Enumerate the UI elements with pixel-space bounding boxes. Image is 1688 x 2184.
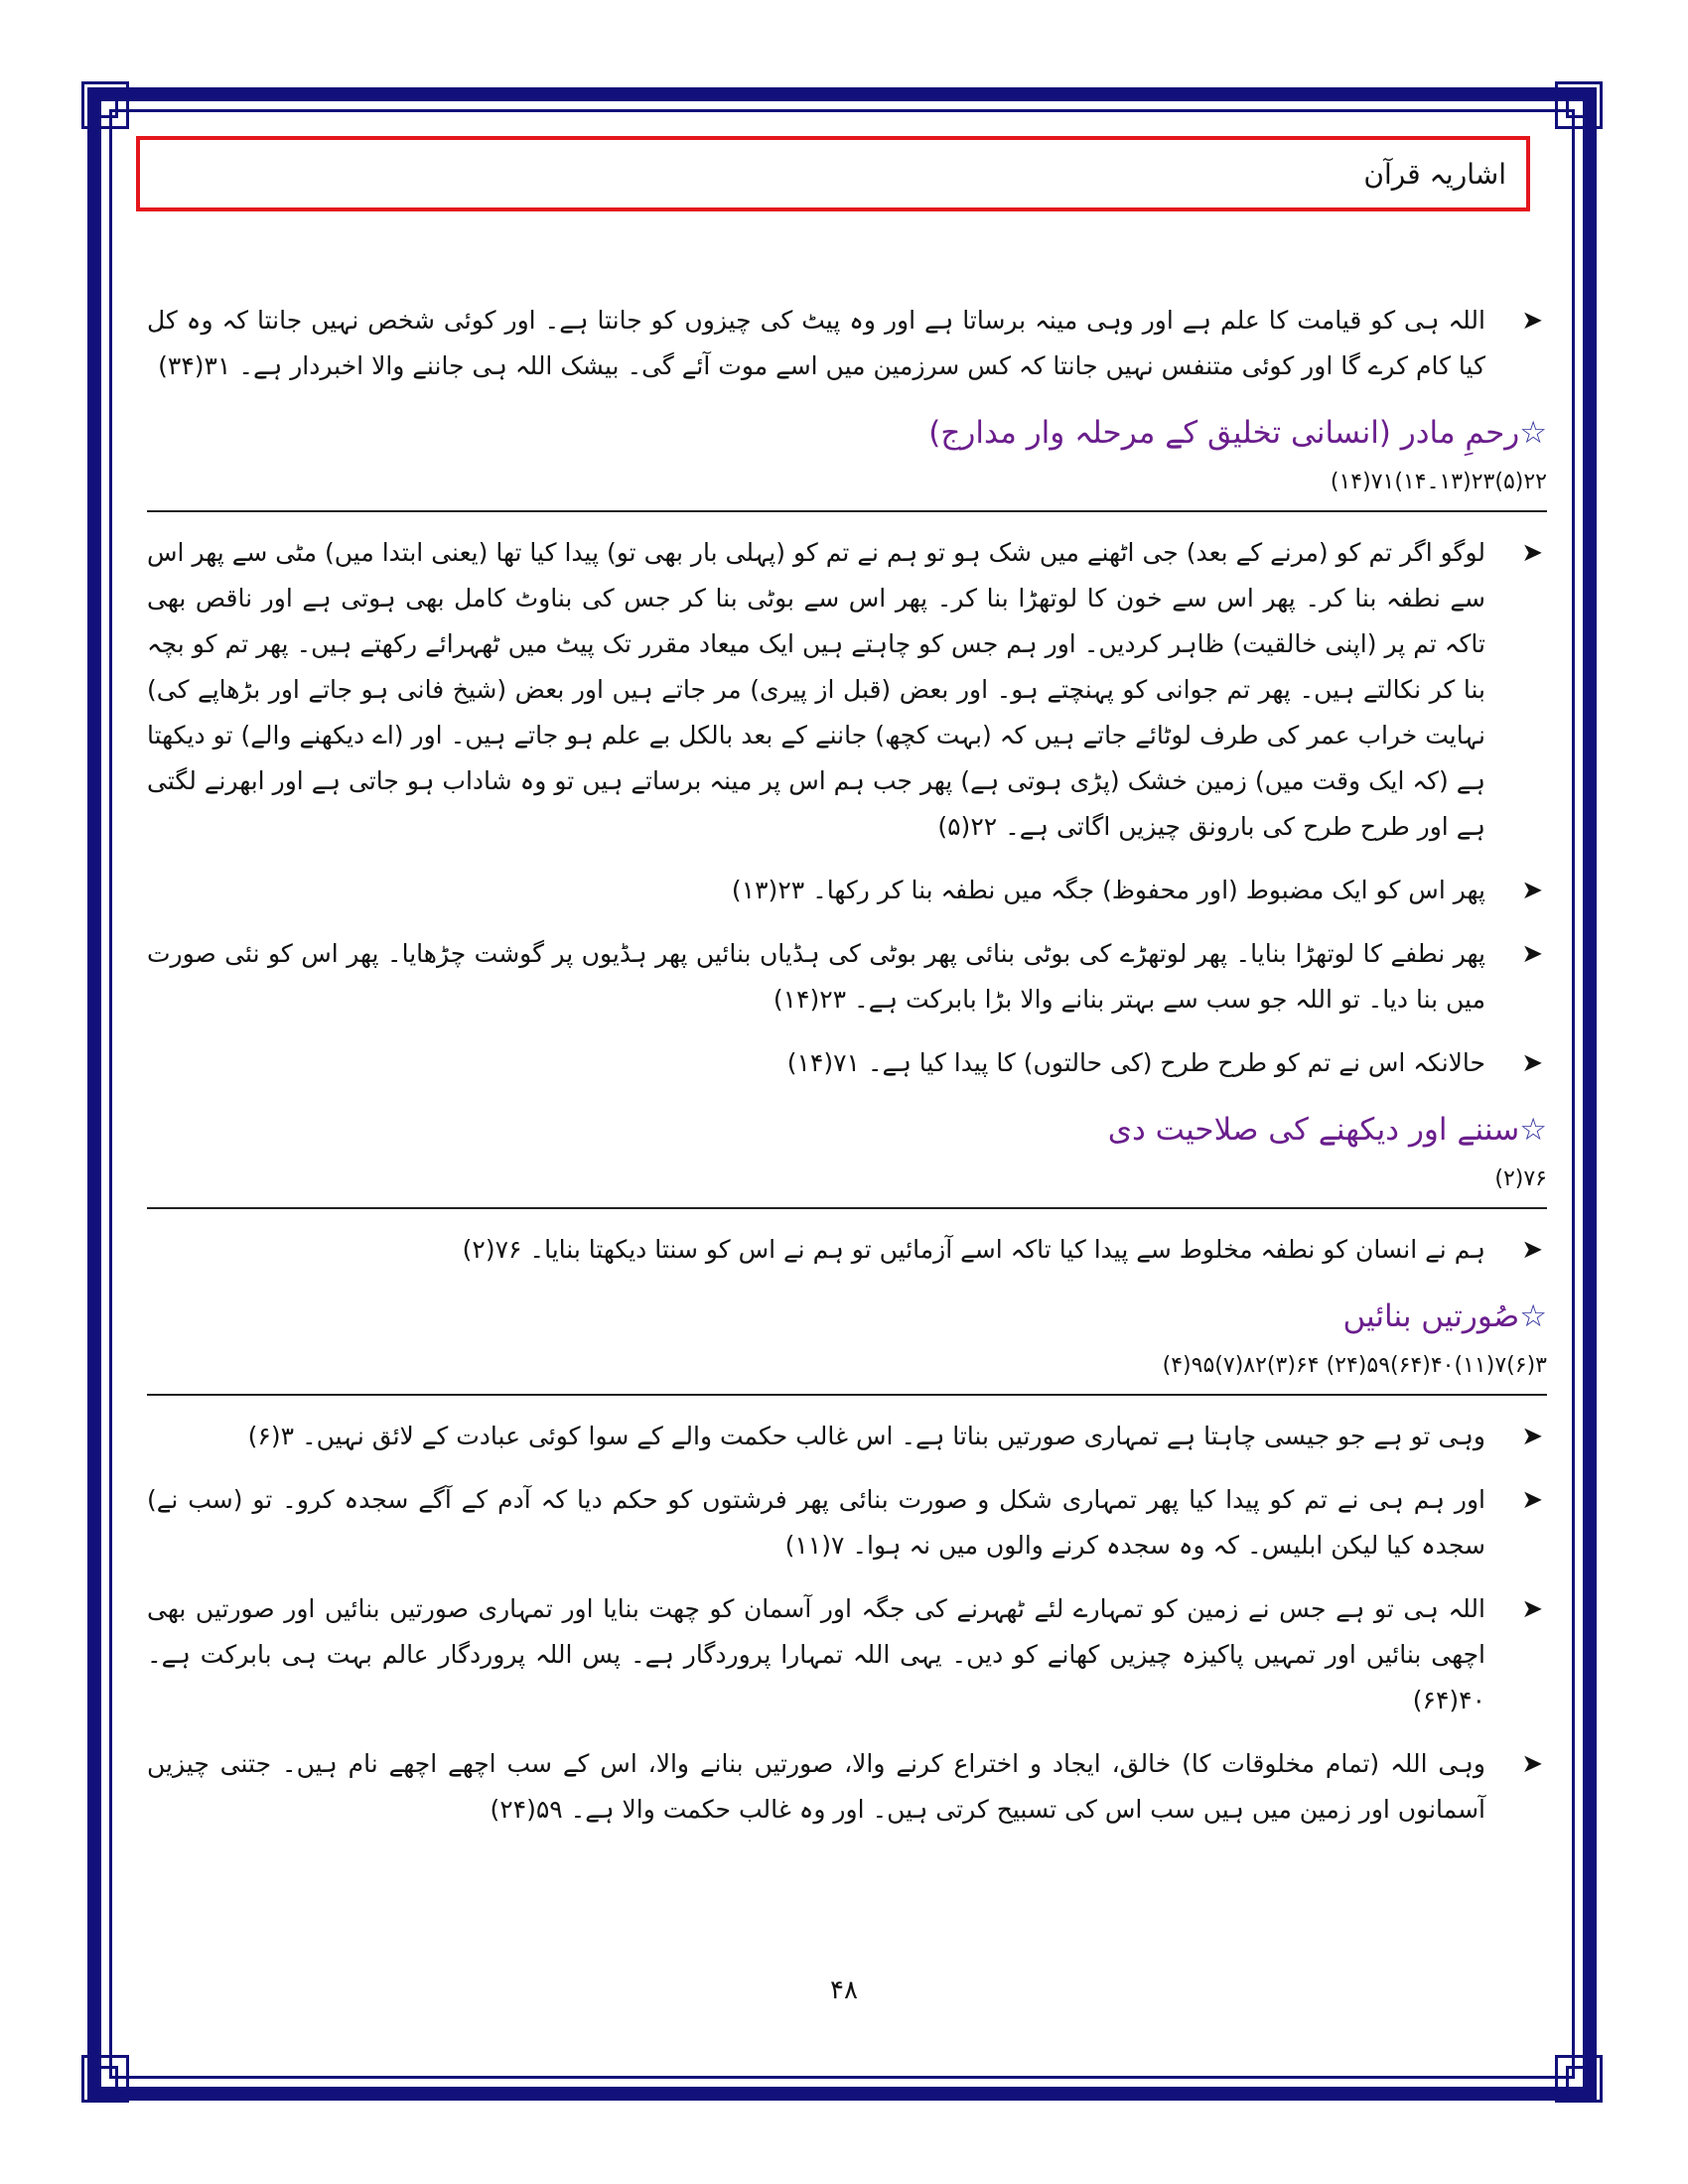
corner-ornament-bottom-left xyxy=(81,2055,129,2103)
section-references: ۲۲(۵)۲۳(۱۳۔۱۴)۷۱(۱۴) xyxy=(1330,470,1547,494)
arrow-bullet-icon: ➤ xyxy=(1521,306,1543,336)
list-item xyxy=(147,931,1547,1023)
section-heading-text: رحمِ مادر (انسانی تخلیق کے مرحلہ وار مدارج) xyxy=(928,415,1520,451)
star-icon: ☆ xyxy=(1519,1298,1547,1334)
page-content xyxy=(147,298,1547,1850)
list-item xyxy=(147,868,1547,913)
item-text: ہم نے انسان کو نطفہ مخلوط سے پیدا کیا تاکہ اسے آزمائیں تو ہم نے اس کو سنتا دیکھتا بنایا۔ ۷۶(۲) xyxy=(462,1235,1485,1264)
section-heading-text: سننے اور دیکھنے کی صلاحیت دی xyxy=(1107,1112,1520,1148)
list-item xyxy=(147,1414,1547,1459)
arrow-bullet-icon: ➤ xyxy=(1521,939,1543,969)
item-text: پھر نطفے کا لوتھڑا بنایا۔ پھر لوتھڑے کی بوٹی بنائی پھر بوٹی کی ہڈیاں بنائیں پھر ہڈیوں پر گوشت چڑھایا۔ پھر اس کو نئی صورت میں بنا دیا۔ تو اللہ جو سب سے بہتر بنانے والا بڑا بابرکت ہے۔ ۲۳(۱۴) xyxy=(147,939,1485,1014)
item-text: اور ہم ہی نے تم کو پیدا کیا پھر تمہاری شکل و صورت بنائی پھر فرشتوں کو حکم دیا کہ آدم کے آگے سجدہ کرو۔ تو (سب نے) سجدہ کیا لیکن ابلیس۔ کہ وہ سجدہ کرنے والوں میں نہ ہوا۔ ۷(۱۱) xyxy=(147,1485,1485,1560)
arrow-bullet-icon: ➤ xyxy=(1521,1485,1543,1515)
section-heading xyxy=(147,1104,1547,1156)
arrow-bullet-icon: ➤ xyxy=(1521,1749,1543,1779)
corner-ornament-bottom-right xyxy=(1555,2055,1603,2103)
section-divider xyxy=(147,1394,1547,1396)
star-icon: ☆ xyxy=(1519,415,1547,451)
page-title: اشاریہ قرآن xyxy=(1363,157,1506,191)
list-item xyxy=(147,1040,1547,1086)
section-divider xyxy=(147,1207,1547,1209)
page-number: ۴۸ xyxy=(830,1976,858,2005)
arrow-bullet-icon: ➤ xyxy=(1521,1048,1543,1078)
arrow-bullet-icon: ➤ xyxy=(1521,1422,1543,1451)
item-text: اللہ ہی کو قیامت کا علم ہے اور وہی مینہ برساتا ہے اور وہ پیٹ کی چیزوں کو جانتا ہے۔ اور کوئی شخص نہیں جانتا کہ وہ کل کیا کام کرے گا اور کوئی متنفس نہیں جانتا کہ کس سرزمین میں اسے موت آئے گی۔ بیشک اللہ ہی جاننے والا اخبردار ہے۔ ۳۱(۳۴) xyxy=(147,306,1485,380)
item-text: پھر اس کو ایک مضبوط (اور محفوظ) جگہ میں نطفہ بنا کر رکھا۔ ۲۳(۱۳) xyxy=(731,876,1485,904)
item-text: وہی تو ہے جو جیسی چاہتا ہے تمہاری صورتیں بناتا ہے۔ اس غالب حکمت والے کے سوا کوئی عبادت کے لائق نہیں۔ ۳(۶) xyxy=(247,1422,1485,1450)
arrow-bullet-icon: ➤ xyxy=(1521,538,1543,568)
arrow-bullet-icon: ➤ xyxy=(1521,1594,1543,1624)
list-item xyxy=(147,1227,1547,1273)
arrow-bullet-icon: ➤ xyxy=(1521,876,1543,905)
header-box xyxy=(136,136,1530,211)
item-text: اللہ ہی تو ہے جس نے زمین کو تمہارے لئے ٹھہرنے کی جگہ اور آسمان کو چھت بنایا اور تمہاری صورتیں بنائیں اور صورتیں بھی اچھی بنائیں اور تمہیں پاکیزہ چیزیں کھانے کو دیں۔ یہی اللہ تمہارا پروردگار ہے۔ پس اللہ پروردگار عالم بہت ہی بابرکت ہے۔ ۴۰(۶۴) xyxy=(147,1594,1485,1714)
list-item xyxy=(147,1741,1547,1833)
section-references: ۷۶(۲) xyxy=(1494,1166,1547,1191)
section-heading xyxy=(147,1291,1547,1342)
item-text: حالانکہ اس نے تم کو طرح طرح (کی حالتوں) کا پیدا کیا ہے۔ ۷۱(۱۴) xyxy=(786,1048,1485,1077)
list-item xyxy=(147,530,1547,850)
corner-ornament-top-left xyxy=(81,81,129,129)
list-item xyxy=(147,1586,1547,1723)
arrow-bullet-icon: ➤ xyxy=(1521,1235,1543,1265)
star-icon: ☆ xyxy=(1519,1112,1547,1148)
list-item xyxy=(147,1477,1547,1569)
section-divider xyxy=(147,510,1547,512)
section-heading xyxy=(147,407,1547,459)
section-heading-text: صُورتیں بنائیں xyxy=(1342,1298,1520,1334)
corner-ornament-top-right xyxy=(1555,81,1603,129)
list-item xyxy=(147,298,1547,389)
item-text: لوگو اگر تم کو (مرنے کے بعد) جی اٹھنے میں شک ہو تو ہم نے تم کو (پہلی بار بھی تو) پیدا کیا تھا (یعنی ابتدا میں) مٹی سے پھر اس سے نطفہ بنا کر۔ پھر اس سے خون کا لوتھڑا بنا کر۔ پھر اس سے بوٹی بنا کر جس کی بناوٹ کامل بھی ہوتی ہے اور ناقص بھی تاکہ تم پر (اپنی خالقیت) ظاہر کردیں۔ اور ہم جس کو چاہتے ہیں ایک میعاد مقرر تک پیٹ میں ٹھہرائے رکھتے ہیں۔ پھر تم کو بچہ بنا کر نکالتے ہیں۔ پھر تم جوانی کو پہنچتے ہو۔ اور بعض (قبل از پیری) مر جاتے ہیں اور بعض (شیخ فانی ہو جاتے اور بڑھاپے کی) نہایت خراب عمر کی طرف لوٹائے جاتے ہیں کہ (بہت کچھ) جاننے کے بعد بالکل بے علم ہو جاتے ہیں۔ اور (اے دیکھنے والے) تو دیکھتا ہے (کہ ایک وقت میں) زمین خشک (پڑی ہوتی ہے) پھر جب ہم اس پر مینہ برساتے ہیں تو وہ شاداب ہو جاتی ہے اور ابھرنے لگتی ہے اور طرح طرح کی بارونق چیزیں اگاتی ہے۔ ۲۲(۵) xyxy=(147,538,1485,841)
section-references: ۳(۶)۷(۱۱)۴۰(۶۴)۵۹(۲۴) ۶۴(۳)۸۲(۷)۹۵(۴) xyxy=(1162,1353,1547,1378)
item-text: وہی اللہ (تمام مخلوقات کا) خالق، ایجاد و اختراع کرنے والا، صورتیں بنانے والا، اس کے سب اچھے اچھے نام ہیں۔ جتنی چیزیں آسمانوں اور زمین میں ہیں سب اس کی تسبیح کرتی ہیں۔ اور وہ غالب حکمت والا ہے۔ ۵۹(۲۴) xyxy=(147,1749,1485,1824)
